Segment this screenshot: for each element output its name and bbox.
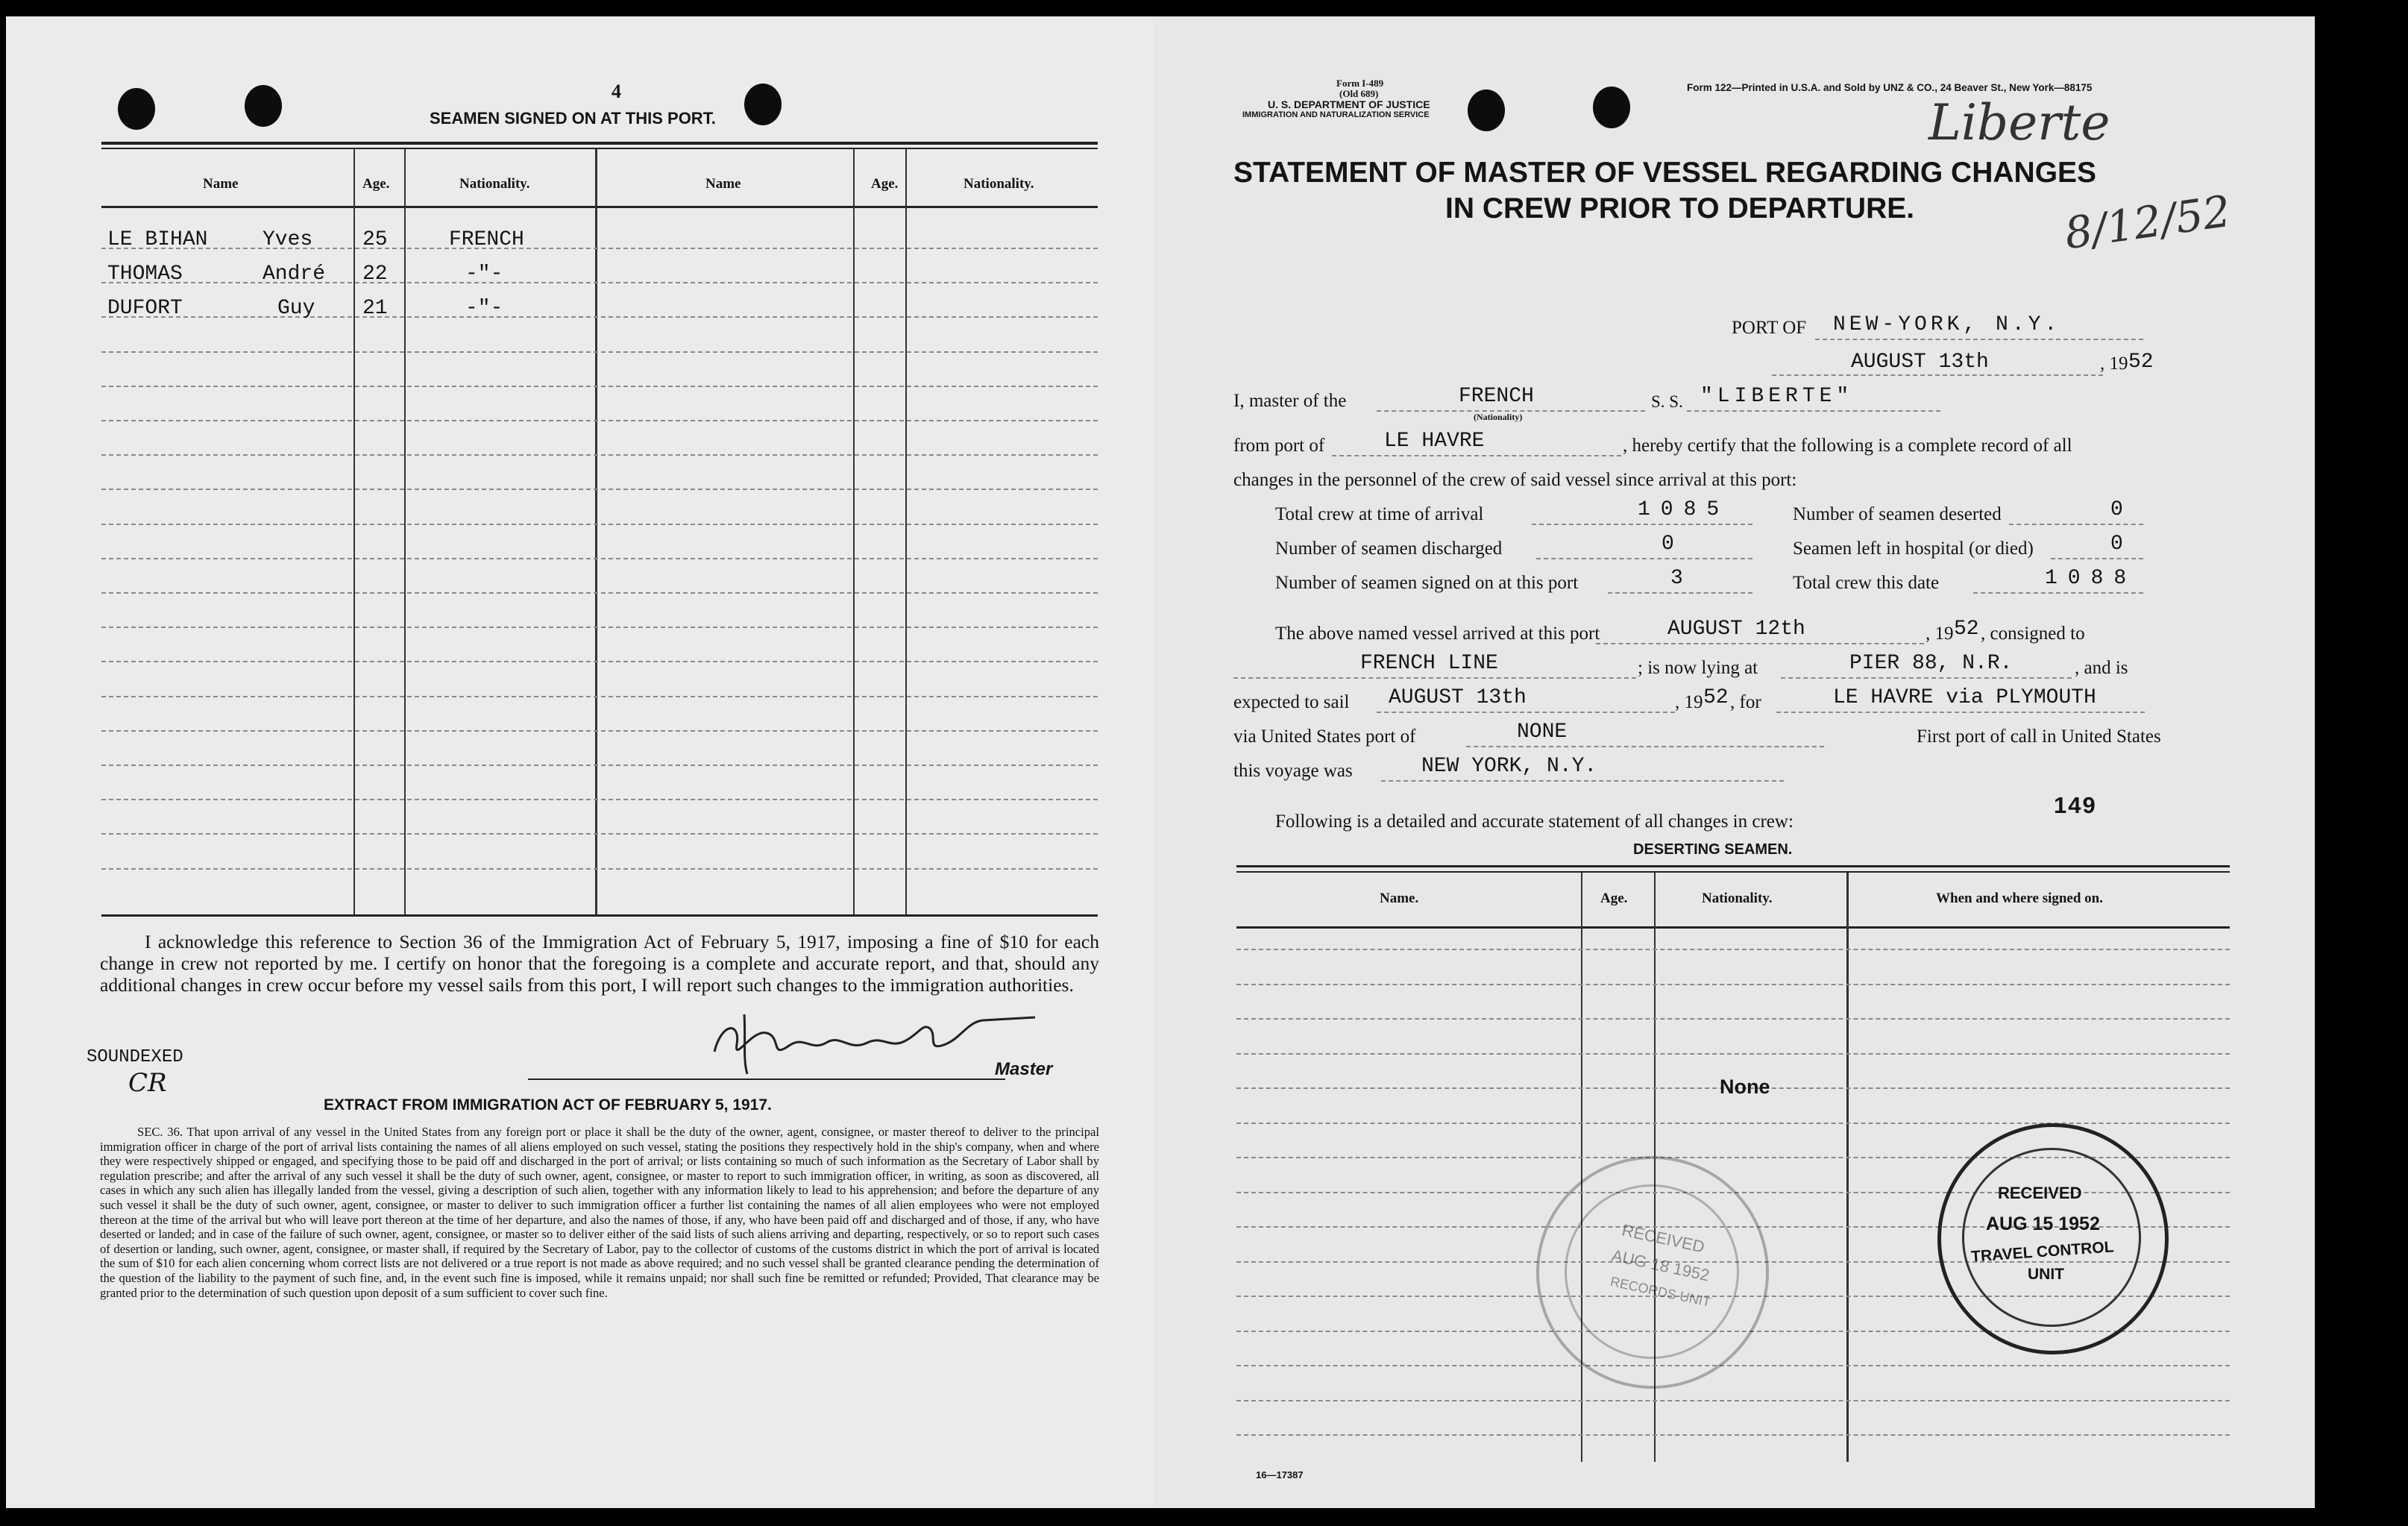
- col-header-nationality: Nationality.: [1702, 891, 1773, 906]
- title-line-1: STATEMENT OF MASTER OF VESSEL REGARDING CHANGES: [1233, 157, 2097, 189]
- handwritten-ship-name: Liberte: [1928, 94, 2110, 151]
- voyage-value: NEW YORK, N.Y.: [1421, 755, 1597, 778]
- handwritten-initials: CR: [128, 1068, 167, 1098]
- changes-text: changes in the personnel of the crew of said vessel since arrival at this port:: [1233, 470, 1797, 490]
- blank-line: [1687, 410, 1940, 412]
- page-number: 4: [612, 81, 621, 102]
- row-line: [1236, 984, 2230, 985]
- row-line: [101, 489, 1098, 490]
- row-line: [101, 351, 1098, 353]
- blank-line: [1377, 712, 1675, 713]
- date-year-prefix: , 19: [2100, 354, 2128, 374]
- discharged-value: 0: [1662, 533, 1674, 556]
- row-line: [1236, 1018, 2230, 1020]
- soundexed-stamp: SOUNDEXED: [87, 1047, 183, 1067]
- seaman-first-name: Guy: [277, 297, 315, 320]
- blank-line: [1781, 677, 2072, 679]
- first-call-label: First port of call in United States: [1917, 726, 2161, 747]
- printer-line: Form 122—Printed in U.S.A. and Sold by UNZ & CO., 24 Beaver St., New York—88175: [1687, 82, 2093, 93]
- deserting-table-top-rule: [1236, 871, 2230, 873]
- row-line: [1236, 1122, 2230, 1124]
- lying-value: PIER 88, N.R.: [1849, 652, 2013, 675]
- column-divider: [1581, 873, 1582, 1462]
- stamp-text: RECEIVED: [1620, 1220, 1706, 1257]
- hospital-value: 0: [2110, 533, 2123, 556]
- seaman-age: 21: [362, 297, 388, 320]
- row-line: [1236, 1365, 2230, 1366]
- row-line: [101, 799, 1098, 800]
- row-line: [101, 833, 1098, 835]
- seaman-last-name: LE BIHAN: [107, 228, 208, 251]
- col-header-nationality-2: Nationality.: [963, 176, 1034, 192]
- blank-line: [1596, 643, 1924, 644]
- stamp-text: RECEIVED: [1998, 1184, 2082, 1202]
- row-line: [101, 248, 1098, 249]
- deserting-table-top-rule: [1236, 865, 2230, 867]
- deserted-value: 0: [2110, 498, 2123, 521]
- date-year: 52: [2128, 351, 2154, 374]
- none-entry: None: [1720, 1076, 1770, 1098]
- col-header-name: Name.: [1380, 891, 1419, 906]
- nationality-value: FRENCH: [1459, 385, 1534, 408]
- row-line: [101, 627, 1098, 628]
- row-line: [101, 730, 1098, 732]
- master-label: Master: [995, 1059, 1053, 1079]
- acknowledgement-text: I acknowledge this reference to Section 36 of the Immigration Act of February 5, 1917, imposing a fine of $10 for each change in crew not reported by me. I certify on honor that the foregoing is a complete and accurate report, and that, should any additional changes in crew occur before my vessel sails from this port, I will report such changes to the immigration authorities.: [100, 931, 1099, 996]
- row-line: [101, 524, 1098, 525]
- date-value: AUGUST 13th: [1851, 351, 1989, 374]
- footer-code: 16—17387: [1256, 1469, 1304, 1481]
- for-value: LE HAVRE via PLYMOUTH: [1833, 686, 2096, 709]
- col-header-nationality: Nationality.: [459, 176, 530, 192]
- col-header-age: Age.: [362, 176, 390, 192]
- punch-hole: [744, 84, 782, 125]
- handwritten-date: 8/12/52: [2061, 185, 2234, 260]
- form-number: Form I-489: [1336, 78, 1384, 89]
- blank-line: [2051, 558, 2143, 559]
- row-line: [101, 592, 1098, 594]
- consigned-label: , consigned to: [1981, 624, 2085, 644]
- for-label: , for: [1730, 692, 1761, 712]
- port-of-value: NEW-YORK, N.Y.: [1833, 313, 2061, 336]
- blank-line: [1815, 339, 2143, 340]
- nationality-caption: (Nationality): [1474, 412, 1523, 422]
- travel-control-stamp: [1937, 1123, 2169, 1354]
- arrived-value: AUGUST 12th: [1667, 618, 1805, 641]
- seaman-nationality: -"-: [465, 297, 503, 320]
- blank-line: [1776, 712, 2145, 713]
- title-line-2: IN CREW PRIOR TO DEPARTURE.: [1445, 192, 1915, 224]
- blank-line: [1381, 780, 1784, 782]
- sail-value: AUGUST 13th: [1389, 686, 1527, 709]
- blank-line: [1532, 524, 1752, 525]
- seaman-last-name: THOMAS: [107, 263, 183, 286]
- blank-line: [1772, 374, 2103, 376]
- seaman-first-name: Yves: [263, 228, 313, 251]
- total-arrival-label: Total crew at time of arrival: [1275, 504, 1484, 524]
- left-page: [6, 16, 1153, 1508]
- total-arrival-value: 1085: [1638, 498, 1730, 521]
- seaman-nationality: FRENCH: [449, 228, 524, 251]
- ss-label: S. S.: [1651, 392, 1683, 411]
- ship-name: "LIBERTE": [1700, 385, 1854, 408]
- extract-title: EXTRACT FROM IMMIGRATION ACT OF FEBRUARY 5, 1917.: [324, 1096, 772, 1114]
- discharged-label: Number of seamen discharged: [1275, 539, 1503, 559]
- row-line: [1236, 1053, 2230, 1055]
- col-header-name-2: Name: [705, 176, 741, 192]
- voyage-label: this voyage was: [1233, 761, 1353, 781]
- seaman-age: 25: [362, 228, 388, 251]
- row-line: [101, 696, 1098, 697]
- deserted-label: Number of seamen deserted: [1793, 504, 2002, 524]
- col-header-age: Age.: [1600, 891, 1628, 906]
- arrived-year: 52: [1954, 618, 1979, 641]
- punch-hole: [1468, 90, 1505, 131]
- row-line: [101, 386, 1098, 387]
- blank-line: [1536, 558, 1752, 559]
- form-old-number: (Old 689): [1339, 88, 1379, 99]
- signature-line: [528, 1078, 1005, 1080]
- following-text: Following is a detailed and accurate statement of all changes in crew:: [1275, 811, 1794, 832]
- and-is-label: , and is: [2075, 658, 2128, 678]
- department: U. S. DEPARTMENT OF JUSTICE: [1268, 98, 1430, 110]
- row-line: [1236, 949, 2230, 950]
- section-36-text: SEC. 36. That upon arrival of any vessel in the United States from any foreign port or place it shall be the duty of the owner, agent, consignee, or master thereof to deliver to the principal immigration officer in charge of the port of arrival lists containing the names of all aliens employed on such vessel, stating the positions they respectively hold in the ship's company, when and where they were respectively shipped or engaged, and specifying those to be paid off and discharged in the port of arrival; or lists containing so much of such information as the Secretary of Labor shall by regulation prescribe; and after the arrival of any such vessel it shall be the duty of such owner, agent, consignee, or master to report to such immigration officer, in writing, as soon as discovered, all cases in which any such alien has illegally landed from the vessel, giving a description of such alien, together with any information likely to lead to his apprehension; and before the departure of any such vessel it shall be the duty of such owner, agent, consignee, or master to deliver to such immigration officer a further list containing the names of all alien employees who were not employed thereon at the time of the arrival but who will leave port thereon at the time of her departure, and also the names of those, if any, who have been paid off and discharged and of those, if any, who have deserted or landed; and in case of the failure of such owner, agent, consignee, or master so to deliver either of the said lists of such aliens arriving and departing, respectively, or so to report such cases of desertion or landing, such owner, agent, consignee, or master shall, if required by the Secretary of Labor, pay to the collector of customs of the customs district in which the port of arrival is located the sum of $10 for each alien concerning whom correct lists are not delivered or a true report is not made as above required; and no such vessel shall be granted clearance pending the determination of the question of the liability to the payment of such fine, and, in the event such fine is imposed, while it remains unpaid; nor shall such fine be remitted or refunded; Provided, That clearance may be granted prior to the determination of such question upon deposit of a sum sufficient to cover such fine.: [100, 1125, 1099, 1300]
- punch-hole: [1593, 87, 1630, 128]
- row-line: [101, 282, 1098, 283]
- row-line: [101, 420, 1098, 421]
- col-header-name: Name: [203, 176, 239, 192]
- blank-line: [2009, 524, 2143, 525]
- stamp-text: UNIT: [2028, 1266, 2064, 1283]
- seaman-nationality: -"-: [465, 263, 503, 286]
- punch-hole: [245, 85, 282, 127]
- arrived-year-prefix: , 19: [1926, 624, 1954, 644]
- table-bottom-rule: [101, 914, 1098, 917]
- from-port-value: LE HAVRE: [1384, 430, 1485, 453]
- col-header-when-where: When and where signed on.: [1936, 891, 2104, 906]
- arrived-label: The above named vessel arrived at this port: [1275, 624, 1600, 644]
- seaman-age: 22: [362, 263, 388, 286]
- row-line: [101, 454, 1098, 456]
- stamp-text: RECORDS UNIT: [1609, 1273, 1712, 1310]
- certify-text: , hereby certify that the following is a complete record of all: [1623, 436, 2072, 456]
- hospital-label: Seamen left in hospital (or died): [1793, 539, 2034, 559]
- sail-year: 52: [1703, 686, 1729, 709]
- row-line: [101, 764, 1098, 766]
- row-line: [101, 316, 1098, 318]
- deserting-table-header-rule: [1236, 926, 2230, 929]
- column-divider: [1846, 873, 1849, 1462]
- consignee-value: FRENCH LINE: [1360, 652, 1498, 675]
- stamped-number: 149: [2054, 792, 2097, 818]
- blank-line: [1233, 677, 1636, 679]
- signed-on-heading: SEAMEN SIGNED ON AT THIS PORT.: [430, 109, 716, 128]
- col-header-age-2: Age.: [871, 176, 899, 192]
- blank-line: [1608, 592, 1752, 594]
- records-unit-stamp: [1536, 1156, 1769, 1389]
- table-header-rule: [101, 206, 1098, 208]
- total-date-label: Total crew this date: [1793, 573, 1940, 593]
- deserting-heading: DESERTING SEAMEN.: [1633, 841, 1793, 858]
- row-line: [1236, 1434, 2230, 1436]
- row-line: [1236, 1400, 2230, 1401]
- stamp-text: AUG 15 1952: [1986, 1213, 2100, 1234]
- service: IMMIGRATION AND NATURALIZATION SERVICE: [1242, 110, 1430, 119]
- via-value: NONE: [1517, 720, 1568, 744]
- via-label: via United States port of: [1233, 726, 1416, 747]
- row-line: [101, 661, 1098, 662]
- row-line: [101, 558, 1098, 559]
- seaman-first-name: André: [263, 263, 326, 286]
- signed-on-label: Number of seamen signed on at this port: [1275, 573, 1579, 593]
- master-of-label: I, master of the: [1233, 391, 1347, 411]
- blank-line: [1973, 592, 2143, 594]
- right-page: [1153, 16, 2315, 1508]
- punch-hole: [118, 88, 155, 130]
- sail-label: expected to sail: [1233, 692, 1350, 712]
- seaman-last-name: DUFORT: [107, 297, 183, 320]
- stamp-text: TRAVEL CONTROL: [1970, 1238, 2115, 1266]
- from-port-label: from port of: [1233, 436, 1325, 456]
- signed-on-value: 3: [1670, 567, 1683, 590]
- port-of-label: PORT OF: [1732, 318, 1807, 338]
- sail-year-prefix: , 19: [1675, 692, 1703, 712]
- stamp-text: AUG 18 1952: [1609, 1246, 1711, 1285]
- row-line: [101, 868, 1098, 870]
- lying-label: ; is now lying at: [1638, 658, 1758, 678]
- total-date-value: 1088: [2045, 567, 2137, 590]
- table-top-rule: [101, 142, 1098, 145]
- table-top-rule: [101, 148, 1098, 149]
- blank-line: [1466, 746, 1824, 747]
- blank-line: [1332, 455, 1621, 456]
